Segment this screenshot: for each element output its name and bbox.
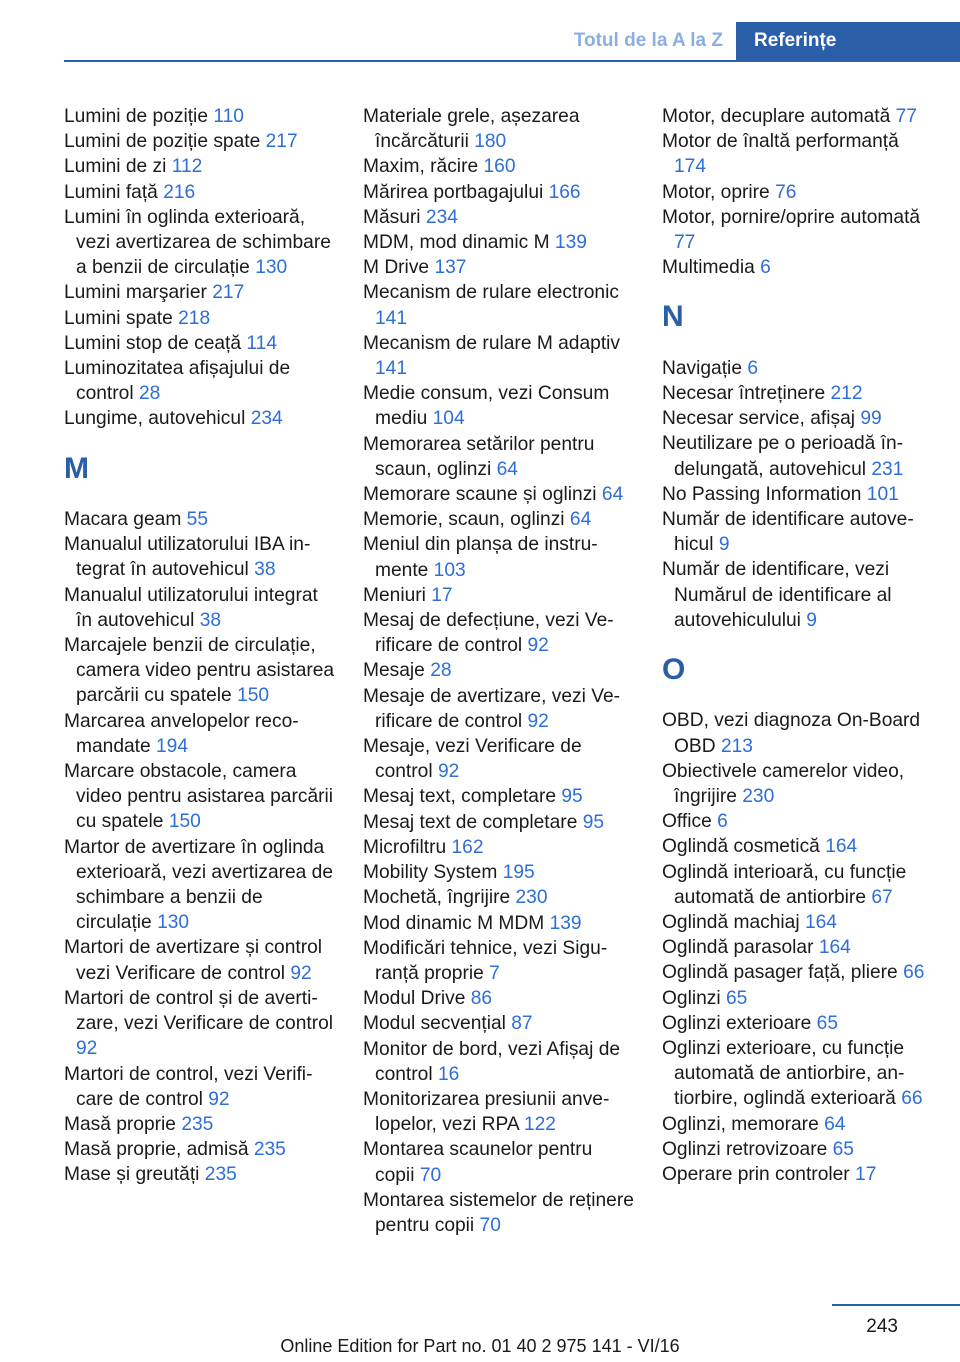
index-entry-text: Masă proprie, admisă [64, 1139, 249, 1161]
index-entry [363, 432, 635, 482]
index-entry-text: Lumini față [64, 181, 158, 203]
index-entry [64, 104, 336, 129]
index-page-link[interactable]: 92 [527, 635, 549, 657]
index-page-link[interactable]: 235 [253, 1139, 286, 1161]
index-entry [662, 1011, 934, 1036]
index-page-link[interactable]: 66 [901, 1088, 923, 1110]
index-entry [662, 381, 934, 406]
index-entry [662, 986, 934, 1011]
index-entry [363, 1037, 635, 1087]
index-entry-text: Lumini spate [64, 307, 173, 329]
index-entry [64, 709, 336, 759]
index-entry-text: Oglindă parasolar [662, 937, 814, 959]
index-entry-text: Manualul utilizatorului integrat în autovehicul [64, 584, 318, 631]
index-entry-text: Meniul din planșa de instrumente [363, 534, 598, 581]
index-entry [662, 129, 934, 179]
index-page-link[interactable]: 235 [181, 1113, 214, 1135]
index-page-link[interactable]: 65 [816, 1012, 838, 1034]
index-entry [662, 180, 934, 205]
index-page-link[interactable]: 139 [549, 912, 582, 934]
index-letter-heading: N [662, 300, 684, 334]
index-page-link[interactable]: 103 [433, 559, 466, 581]
index-entry [363, 280, 635, 330]
index-entry-text: Lumini de zi [64, 156, 167, 178]
index-entry [64, 935, 336, 985]
index-page-link[interactable]: 141 [375, 307, 408, 329]
index-entry-text: Marcarea anvelopelor recomandate [64, 710, 299, 757]
index-page-link[interactable]: 16 [437, 1063, 460, 1085]
index-entry [662, 406, 934, 431]
index-entry-text: Manualul utilizatorului IBA integrat în autovehicul [64, 534, 311, 581]
index-page-link[interactable]: 130 [157, 912, 190, 934]
index-entry [662, 809, 934, 834]
index-entry-text: Număr de identificare autovehicul [662, 509, 914, 556]
index-entry-text: Marcare obstacole, camera video pentru asistarea parcării cu spatele [64, 761, 334, 833]
index-entry-text: Oglindă pasager față, pliere [662, 962, 898, 984]
page-number: 243 [866, 1316, 898, 1337]
index-entry-text: Mărirea portbagajului [363, 181, 544, 203]
index-entry-text: Lumini de poziție spate [64, 131, 261, 153]
index-page-link[interactable]: 64 [601, 484, 624, 506]
index-entry [64, 633, 336, 709]
index-entry-text: Navigație [662, 357, 742, 379]
index-entry [662, 356, 934, 381]
index-page-link[interactable]: 212 [830, 383, 863, 405]
index-entry [363, 911, 635, 936]
index-entry-text: Mecanism de rulare M adaptiv [363, 332, 621, 354]
index-page-link[interactable]: 77 [895, 106, 917, 127]
index-entry-text: Mobility System [363, 862, 498, 884]
index-entry-text: Necesar întreținere [662, 383, 826, 405]
index-entry [363, 230, 635, 255]
index-entry-text: Număr de identificare, vezi Numărul de identificare al autovehiculului [662, 559, 892, 631]
index-page-link[interactable]: 141 [375, 358, 408, 380]
index-entry-text: Mod dinamic M MDM [363, 912, 545, 934]
index-entry [363, 1087, 635, 1137]
index-page-link[interactable]: 139 [554, 232, 587, 254]
index-entry [662, 834, 934, 859]
index-entry [363, 104, 635, 154]
index-entry [363, 205, 635, 230]
index-entry-text: Martori de control, vezi Verificare de control [64, 1063, 313, 1110]
index-entry [64, 1137, 336, 1162]
index-entry-text: Montarea scaunelor pentru copii [363, 1139, 593, 1186]
index-page-link[interactable]: 164 [804, 912, 837, 934]
index-page-link[interactable]: 194 [156, 735, 189, 757]
index-entry-text: OBD, vezi diagnoza On-Board OBD [662, 710, 921, 757]
index-page-link[interactable]: 38 [199, 609, 222, 631]
index-entry [363, 784, 635, 809]
index-page-link[interactable]: 162 [451, 836, 484, 858]
index-letter-heading: O [662, 653, 686, 687]
index-page-link[interactable]: 230 [515, 887, 548, 909]
index-entry [662, 860, 934, 910]
index-entry-text: Mase și greutăți [64, 1164, 200, 1186]
page-header [0, 0, 960, 62]
index-page-link[interactable]: 112 [171, 156, 203, 178]
index-entry [363, 381, 635, 431]
index-entry [363, 658, 635, 683]
index-entry [64, 154, 336, 179]
index-entry-text: Martori de control și de avertizare, vezi Verificare de control [64, 987, 334, 1035]
index-entry [363, 684, 635, 734]
index-entry-text: M Drive [363, 257, 430, 279]
index-entry [363, 154, 635, 179]
index-entry [64, 835, 336, 936]
index-entry-text: MDM, mod dinamic M [363, 232, 550, 254]
index-entry [64, 331, 336, 356]
index-entry-text: Luminozitatea afișajului de control [64, 358, 291, 405]
index-entry-text: Lumini stop de ceață [64, 332, 242, 354]
index-page-link[interactable]: 95 [561, 786, 583, 808]
index-entry [363, 331, 635, 381]
section-title: Totul de la A la Z [573, 30, 723, 51]
index-letter-heading: M [64, 451, 89, 485]
index-entry-text: Oglinzi retrovizoare [662, 1138, 828, 1160]
index-entry-text: Martor de avertizare în oglinda exterioară, vezi avertizarea de schimbare a benzii de circulație [64, 836, 334, 934]
index-entry-text: Operare prin controler [662, 1164, 850, 1186]
index-entry-text: Motor, decuplare automată [662, 106, 891, 127]
index-entry-text: Meniuri [363, 584, 426, 606]
index-page-link[interactable]: 9 [718, 534, 730, 556]
index-page-link[interactable]: 137 [434, 257, 467, 279]
index-entry [363, 583, 635, 608]
index-page-link[interactable]: 213 [720, 735, 753, 757]
index-page-link[interactable]: 104 [432, 408, 465, 430]
index-page-link[interactable]: 150 [237, 685, 270, 707]
index-entry [363, 608, 635, 658]
index-entry [363, 734, 635, 784]
index-page-link[interactable]: 234 [250, 408, 283, 430]
index-entry [64, 507, 336, 532]
index-entry [64, 406, 336, 431]
index-entry-text: Oglindă interioară, cu funcție automată de antiorbire [662, 861, 907, 908]
index-entry [363, 986, 635, 1011]
index-entry [363, 936, 635, 986]
index-page-link[interactable]: 86 [470, 988, 493, 1010]
index-page-link[interactable]: 64 [824, 1113, 846, 1135]
index-entry-text: Maxim, răcire [363, 156, 479, 178]
footer-rule [832, 1304, 960, 1306]
index-entry-text: Microfiltru [363, 836, 447, 858]
index-entry-text: Mecanism de rulare electronic [363, 282, 619, 304]
index-entry [662, 482, 934, 507]
index-page-link[interactable]: 122 [523, 1114, 556, 1136]
index-entry-text: Oglinzi, memorare [662, 1113, 819, 1135]
index-page-link[interactable]: 92 [76, 1038, 98, 1060]
index-entry-text: Oglinzi exterioare [662, 1012, 812, 1034]
index-entry [662, 507, 934, 557]
index-entry [662, 708, 934, 758]
index-entry-text: Oglinzi exterioare, cu funcție automată de antiorbire, antiorbire, oglindă exterioară [662, 1038, 905, 1110]
index-entry-text: Motor, oprire [662, 181, 770, 203]
index-page-link[interactable]: 92 [527, 710, 549, 732]
index-page-link[interactable]: 130 [255, 257, 288, 279]
index-page-link[interactable]: 55 [186, 509, 208, 531]
index-entry [662, 205, 934, 255]
index-entry-text: Măsuri [363, 206, 421, 228]
index-entry [363, 255, 635, 280]
index-page-link[interactable]: 114 [246, 332, 278, 354]
index-page-link[interactable]: 217 [265, 131, 298, 153]
index-entry [363, 835, 635, 860]
index-page-link[interactable]: 17 [431, 584, 453, 606]
index-page-link[interactable]: 235 [204, 1164, 237, 1186]
index-entry-text: Motor de înaltă performanță [662, 131, 899, 153]
index-entry [662, 1036, 934, 1112]
index-page-link[interactable]: 76 [775, 181, 797, 203]
index-page-link[interactable]: 70 [479, 1214, 501, 1236]
index-page-link[interactable]: 160 [483, 156, 516, 178]
index-entry [64, 356, 336, 406]
index-entry-text: Medie consum, vezi Consum mediu [363, 383, 610, 430]
index-entry-text: Montarea sistemelor de reținere pentru copii [363, 1189, 634, 1236]
index-entry [662, 431, 934, 481]
index-page-link[interactable]: 195 [502, 862, 535, 884]
index-entry [662, 910, 934, 935]
index-page-link[interactable]: 28 [430, 660, 452, 682]
index-page-link[interactable]: 66 [903, 962, 925, 984]
index-entry [64, 986, 336, 1062]
index-entry-text: Lumini marşarier [64, 282, 207, 304]
index-entry [64, 759, 336, 835]
index-page-link[interactable]: 99 [860, 408, 882, 430]
index-entry-text: Macara geam [64, 509, 182, 531]
index-page-link[interactable]: 164 [825, 836, 858, 858]
index-entry-text: Oglindă cosmetică [662, 836, 820, 858]
index-entry-text: Modificări tehnice, vezi Siguranță proprie [363, 937, 608, 984]
index-entry-text: Memorarea setărilor pentru scaun, oglinzi [363, 433, 595, 480]
index-entry-text: Multimedia [662, 257, 755, 279]
index-entry-text: Office [662, 811, 712, 833]
index-page-link[interactable]: 217 [212, 282, 245, 304]
index-entry-text: Mochetă, îngrijire [363, 887, 511, 909]
index-entry [363, 507, 635, 532]
index-entry [662, 759, 934, 809]
index-page-link[interactable]: 7 [489, 962, 500, 984]
index-entry-text: Memorare scaune și oglinzi [363, 484, 597, 506]
index-entry-text: Monitorizarea presiunii anvelopelor, vezi RPA [363, 1088, 610, 1136]
index-page-link[interactable]: 216 [163, 181, 196, 203]
index-column-2 [363, 104, 635, 1238]
index-page-link[interactable]: 92 [437, 761, 460, 783]
index-page-link[interactable]: 231 [871, 458, 904, 480]
index-entry [363, 885, 635, 910]
edition-footer: Online Edition for Part no. 01 40 2 975 141 - VI/16 [280, 1336, 680, 1356]
index-column-3 [662, 104, 934, 1187]
index-entry [64, 1162, 336, 1187]
index-entry [662, 1137, 934, 1162]
index-entry-text: Mesaje de avertizare, vezi Verificare de control [363, 685, 621, 732]
index-entry [662, 1162, 934, 1187]
index-page-link[interactable]: 70 [419, 1164, 442, 1186]
index-entry [64, 280, 336, 305]
index-page-link[interactable]: 67 [871, 886, 893, 908]
index-page-link[interactable]: 64 [569, 509, 592, 531]
index-page-link[interactable]: 164 [818, 937, 851, 959]
index-entry [662, 255, 934, 280]
index-entry [363, 810, 635, 835]
index-entry-text: Monitor de bord, vezi Afișaj de control [363, 1038, 621, 1085]
index-entry-text: Mesaje, vezi Verificare de control [363, 736, 582, 783]
index-page-link[interactable]: 218 [178, 307, 211, 329]
index-page-link[interactable]: 110 [213, 106, 244, 127]
index-page-link[interactable]: 38 [254, 559, 276, 581]
index-entry-text: Obiectivele camerelor video, îngrijire [662, 760, 905, 808]
index-entry [363, 860, 635, 885]
chapter-tab[interactable]: Referințe [736, 22, 960, 60]
index-column-1 [64, 104, 336, 1188]
index-page-link[interactable]: 234 [425, 206, 458, 228]
index-page-link[interactable]: 64 [496, 458, 518, 480]
index-entry [662, 935, 934, 960]
index-entry [64, 1112, 336, 1137]
index-entry-text: Memorie, scaun, oglinzi [363, 509, 565, 531]
index-entry-text: No Passing Information [662, 483, 862, 505]
index-entry-text: Oglinzi [662, 987, 721, 1009]
index-entry-text: Neutilizare pe o perioadă îndelungată, autovehicul [662, 433, 904, 480]
index-entry-text: Modul Drive [363, 988, 466, 1010]
index-entry-text: Mesaje [363, 660, 425, 682]
index-entry [662, 960, 934, 985]
index-entry-text: Mesaj text, completare [363, 786, 557, 808]
index-page-link[interactable]: 17 [855, 1164, 877, 1186]
index-entry-text: Lumini în oglinda exterioară, vezi avertizarea de schimbare a benzii de circulație [64, 206, 331, 279]
index-entry-text: Modul secvențial [363, 1013, 506, 1035]
index-page-link[interactable]: 77 [674, 232, 696, 254]
index-entry [363, 1137, 635, 1187]
index-entry-text: Mesaj de defecțiune, vezi Verificare de control [363, 610, 614, 657]
index-entry [64, 205, 336, 281]
index-entry [662, 1112, 934, 1137]
index-entry-text: Masă proprie [64, 1113, 176, 1135]
index-page-link[interactable]: 6 [747, 357, 759, 379]
index-entry [64, 306, 336, 331]
index-entry-text: Lungime, autovehicul [64, 408, 246, 430]
index-entry [64, 180, 336, 205]
index-entry [64, 532, 336, 582]
index-entry-text: Oglindă machiaj [662, 912, 800, 934]
index-entry [64, 129, 336, 154]
index-page-link[interactable]: 180 [474, 131, 507, 153]
index-page-link[interactable]: 9 [806, 609, 817, 631]
index-entry-text: Marcajele benzii de circulație, camera video pentru asistarea parcării cu spatele [64, 635, 335, 707]
index-page-link[interactable]: 174 [674, 156, 707, 178]
index-page-link[interactable]: 230 [742, 786, 775, 808]
index-entry [363, 180, 635, 205]
index-page-link[interactable]: 65 [726, 987, 748, 1009]
index-page-link[interactable]: 6 [717, 811, 728, 833]
index-page-link[interactable]: 6 [760, 257, 771, 279]
index-entry [363, 532, 635, 582]
index-page-link[interactable]: 150 [168, 811, 201, 833]
index-entry-text: Motor, pornire/oprire automată [662, 206, 921, 228]
index-page-link[interactable]: 101 [866, 483, 899, 505]
index-page-link[interactable]: 166 [548, 181, 581, 203]
index-entry-text: Martori de avertizare și control vezi Verificare de control [64, 937, 323, 984]
index-entry [662, 104, 934, 129]
index-entry [64, 583, 336, 633]
index-page-link[interactable]: 28 [138, 383, 161, 405]
index-entry-text: Necesar service, afișaj [662, 408, 856, 430]
index-page-link[interactable]: 87 [511, 1013, 533, 1035]
index-entry [363, 482, 635, 507]
index-entry [662, 557, 934, 633]
index-entry-text: Materiale grele, așezarea încărcăturii [363, 106, 580, 153]
index-page-link[interactable]: 65 [832, 1138, 854, 1160]
index-page-link[interactable]: 92 [208, 1088, 230, 1110]
index-entry [64, 1062, 336, 1112]
index-entry-text: Mesaj text de completare [363, 811, 578, 833]
index-entry-text: Lumini de poziție [64, 106, 208, 127]
header-rule [64, 60, 960, 62]
index-entry [363, 1011, 635, 1036]
index-page-link[interactable]: 92 [290, 962, 312, 984]
index-page-link[interactable]: 95 [582, 811, 605, 833]
index-entry [363, 1188, 635, 1238]
